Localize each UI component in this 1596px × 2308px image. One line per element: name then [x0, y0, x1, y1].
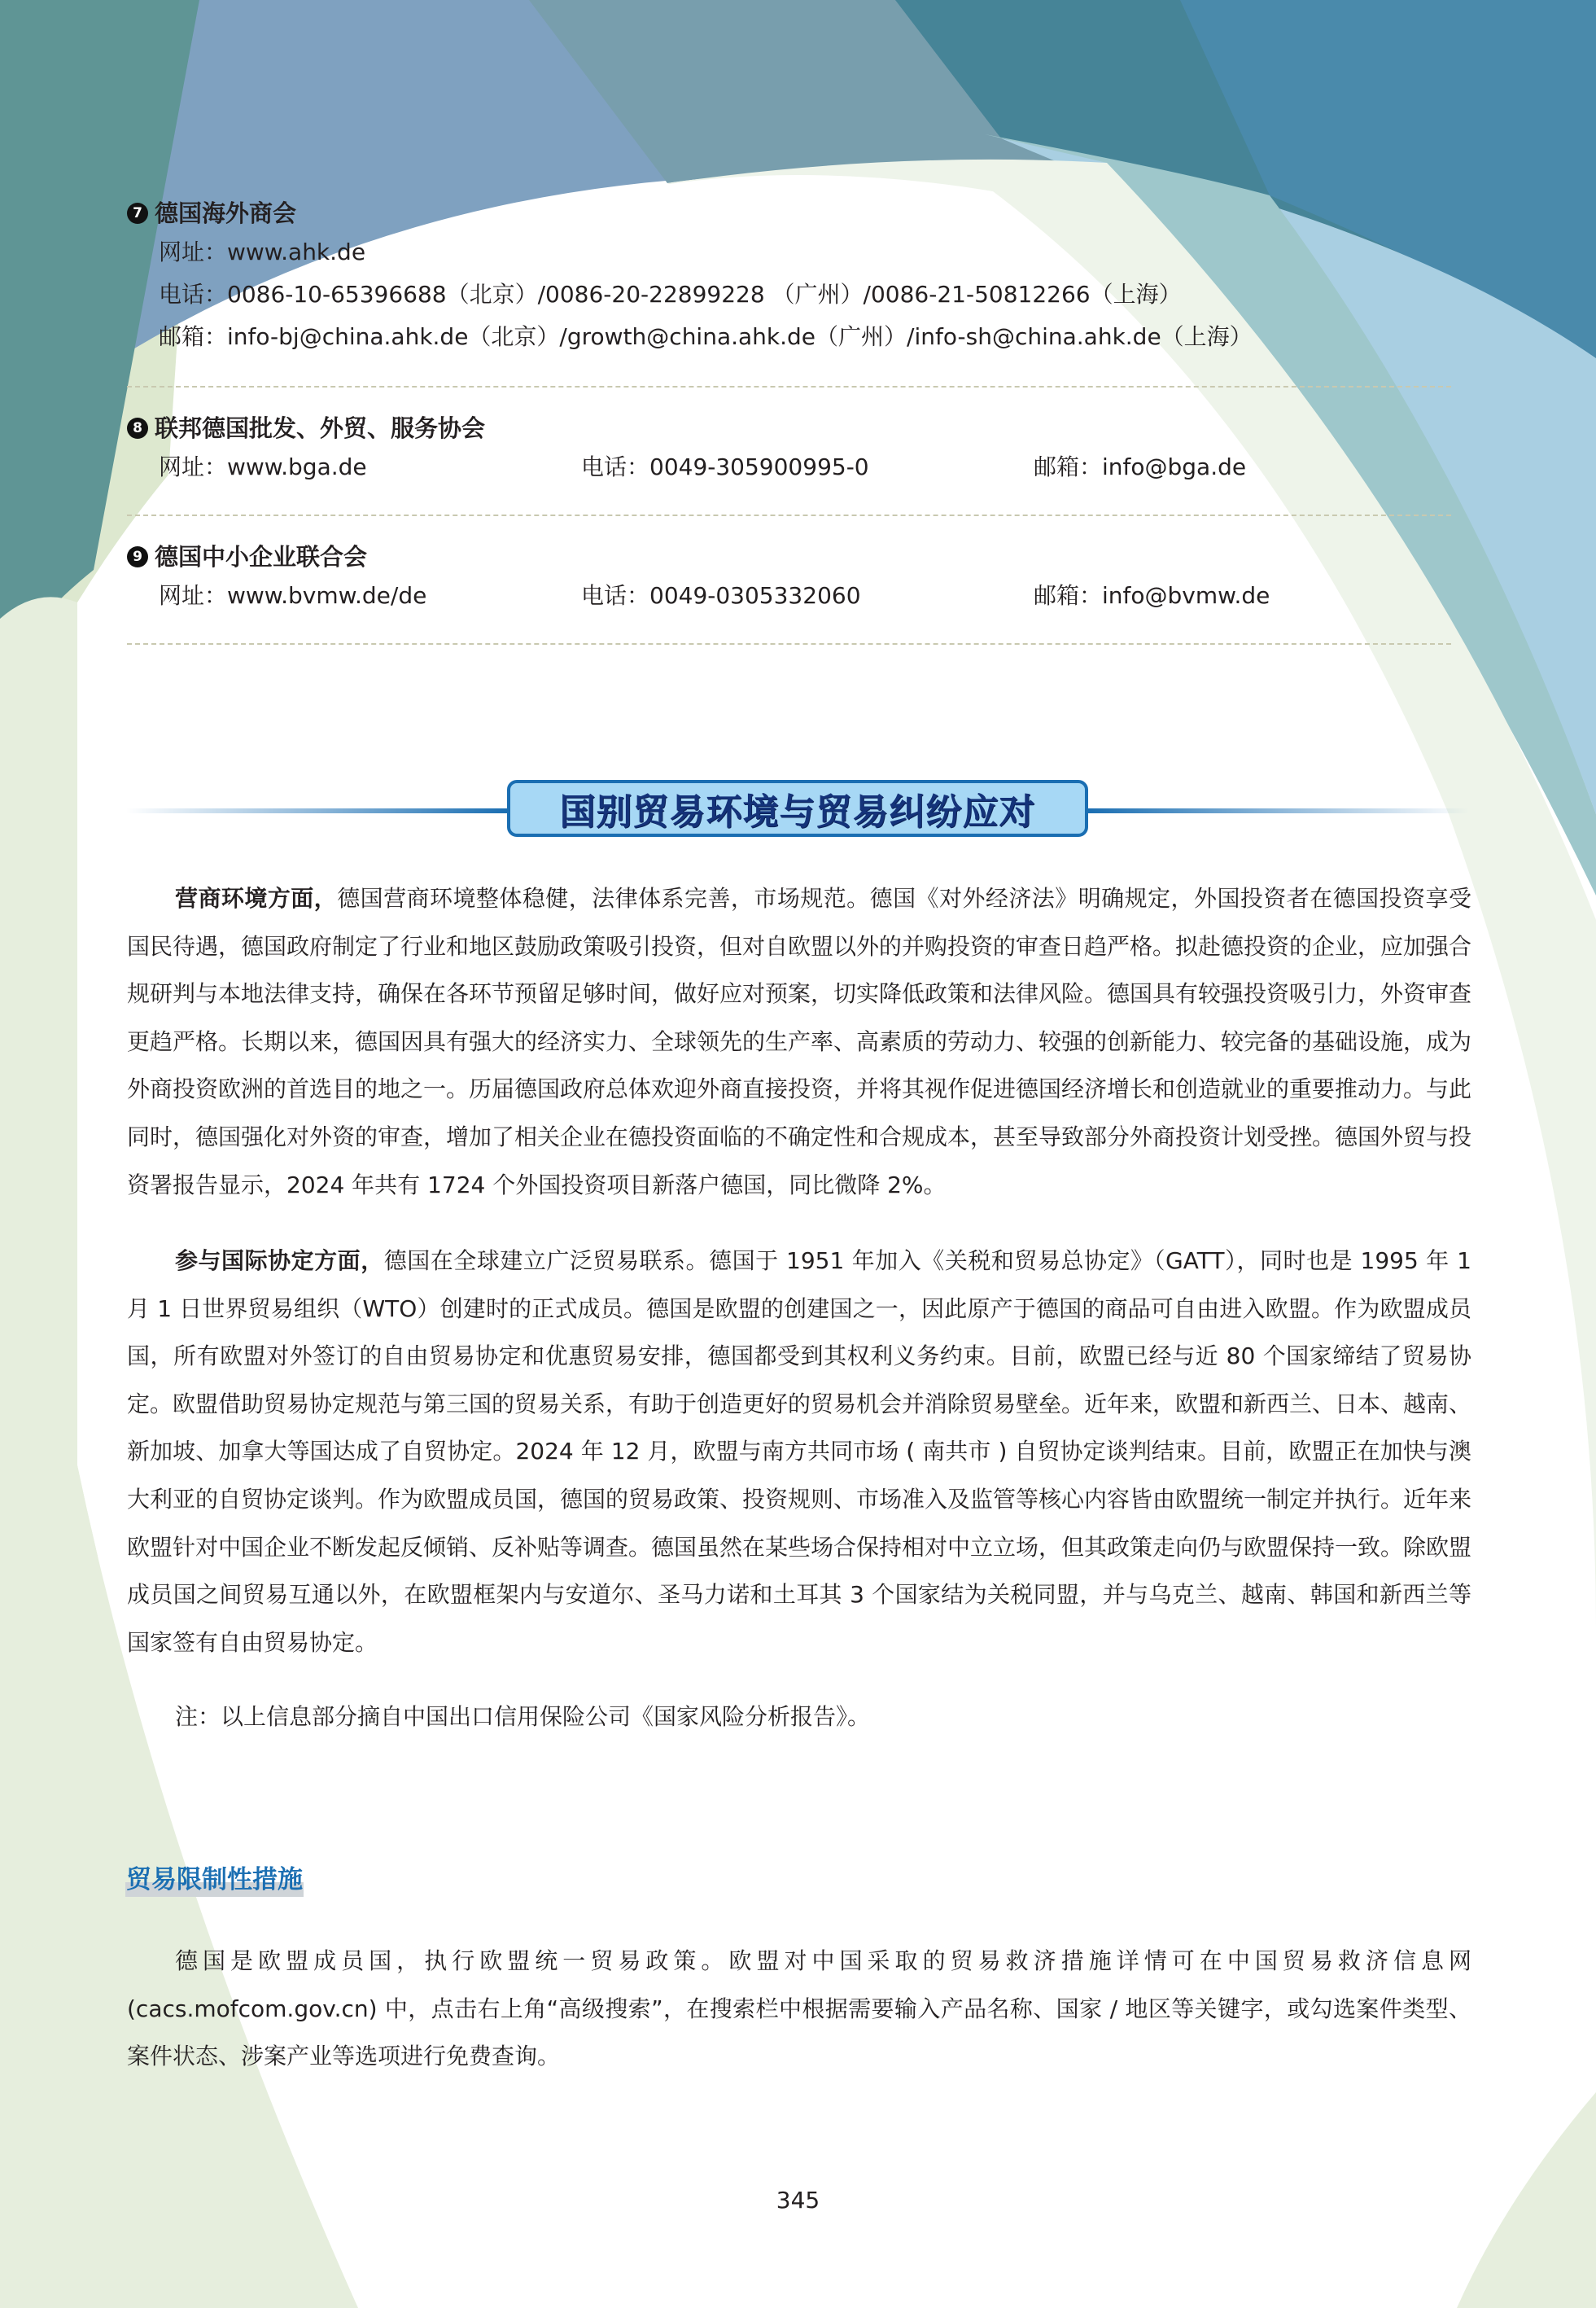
source-note: 注：以上信息部分摘自中国出口信用保险公司《国家风险分析报告》。 — [175, 1703, 871, 1730]
paragraph-lead: 参与国际协定方面， — [175, 1247, 384, 1274]
org-email: 邮箱：info@bga.de — [1034, 453, 1247, 480]
section-banner-title: 国别贸易环境与贸易纠纷应对 — [507, 780, 1088, 837]
org-contact-row — [127, 575, 1454, 617]
number-circle-icon: 7 — [127, 203, 148, 224]
dashed-divider — [127, 643, 1451, 645]
org-name: 联邦德国批发、外贸、服务协会 — [155, 414, 486, 442]
org-name: 德国海外商会 — [155, 199, 297, 227]
org-phone: 电话：0049-305900995-0 — [581, 453, 869, 480]
org-title — [127, 412, 1454, 445]
paragraph-international-agreements — [127, 1237, 1471, 1666]
org-block-bga — [127, 412, 1454, 488]
org-name: 德国中小企业联合会 — [155, 543, 368, 571]
org-email: 邮箱：info-bj@china.ahk.de（北京）/growth@china.ahk.de（广州）/info-sh@china.ahk.de（上海） — [159, 323, 1253, 350]
dashed-divider — [127, 515, 1451, 516]
page-number: 345 — [776, 2187, 820, 2214]
paragraph-trade-restriction: 德国是欧盟成员国，执行欧盟统一贸易政策。欧盟对中国采取的贸易救济措施详情可在中国贸易救济信息网 (cacs.mofcom.gov.cn) 中，点击右上角“高级搜索”，在搜索栏中根据需要输入产品名称、国家 / 地区等关键字，或勾选案件类型、案件状态、涉案产业等选项进行免费查询。 — [127, 1947, 1471, 2070]
paragraph-business-environment — [127, 875, 1471, 1209]
org-email: 邮箱：info@bvmw.de — [1034, 582, 1270, 609]
org-contact-row — [127, 446, 1454, 488]
paragraph-lead: 营商环境方面， — [175, 885, 338, 912]
org-title — [127, 541, 1454, 573]
org-website: 网址：www.bvmw.de/de — [159, 582, 427, 609]
org-block-ahk — [127, 197, 1454, 358]
org-block-bvmw — [127, 541, 1454, 617]
dashed-divider — [127, 386, 1451, 388]
section-banner — [126, 777, 1469, 843]
paragraph-body: 德国在全球建立广泛贸易联系。德国于 1951 年加入《关税和贸易总协定》（GATT），同时也是 1995 年 1 月 1 日世界贸易组织（WTO）创建时的正式成员。德国是欧盟的创建国之一，因此原产于德国的商品可自由进入欧盟。作为欧盟成员国，所有欧盟对外签订的自由贸易协定和优惠贸易安排，德国都受到其权利义务约束。目前，欧盟已经与近 80 个国家缔结了贸易协定。欧盟借助贸易协定规范与第三国的贸易关系，有助于创造更好的贸易机会并消除贸易壁垒。近年来，欧盟和新西兰、日本、越南、新加坡、加拿大等国达成了自贸协定。2024 年 12 月，欧盟与南方共同市场 ( 南共市 ) 自贸协定谈判结束。目前，欧盟正在加快与澳大利亚的自贸协定谈判。作为欧盟成员国，德国的贸易政策、投资规则、市场准入及监管等核心内容皆由欧盟统一制定并执行。近年来欧盟针对中国企业不断发起反倾销、反补贴等调查。德国虽然在某些场合保持相对中立立场，但其政策走向仍与欧盟保持一致。除欧盟成员国之间贸易互通以外，在欧盟框架内与安道尔、圣马力诺和土耳其 3 个国家结为关税同盟，并与乌克兰、越南、韩国和新西兰等国家签有自由贸易协定。 — [127, 1247, 1472, 1656]
subheading-trade-restriction: 贸易限制性措施 — [125, 1859, 304, 1897]
banner-line-right — [1087, 808, 1469, 813]
number-circle-icon: 8 — [127, 418, 148, 439]
org-title — [127, 197, 1454, 230]
org-website: 网址：www.ahk.de — [159, 239, 366, 265]
paragraph-body: 德国营商环境整体稳健，法律体系完善，市场规范。德国《对外经济法》明确规定，外国投资者在德国投资享受国民待遇，德国政府制定了行业和地区鼓励政策吸引投资，但对自欧盟以外的并购投资的审查日趋严格。拟赴德投资的企业，应加强合规研判与本地法律支持，确保在各环节预留足够时间，做好应对预案，切实降低政策和法律风险。德国具有较强投资吸引力，外资审查更趋严格。长期以来，德国因具有强大的经济实力、全球领先的生产率、高素质的劳动力、较强的创新能力、较完备的基础设施，成为外商投资欧洲的首选目的地之一。历届德国政府总体欢迎外商直接投资，并将其视作促进德国经济增长和创造就业的重要推动力。与此同时，德国强化对外资的审查，增加了相关企业在德投资面临的不确定性和合规成本，甚至导致部分外商投资计划受挫。德国外贸与投资署报告显示，2024 年共有 1724 个外国投资项目新落户德国，同比微降 2%。 — [127, 885, 1472, 1198]
number-circle-icon: 9 — [127, 546, 148, 567]
banner-line-left — [126, 808, 509, 813]
org-phone: 电话：0049-0305332060 — [581, 582, 861, 609]
org-website: 网址：www.bga.de — [159, 453, 367, 480]
org-phone: 电话：0086-10-65396688（北京）/0086-20-22899228 （广州）/0086-21-50812266（上海） — [159, 281, 1182, 308]
